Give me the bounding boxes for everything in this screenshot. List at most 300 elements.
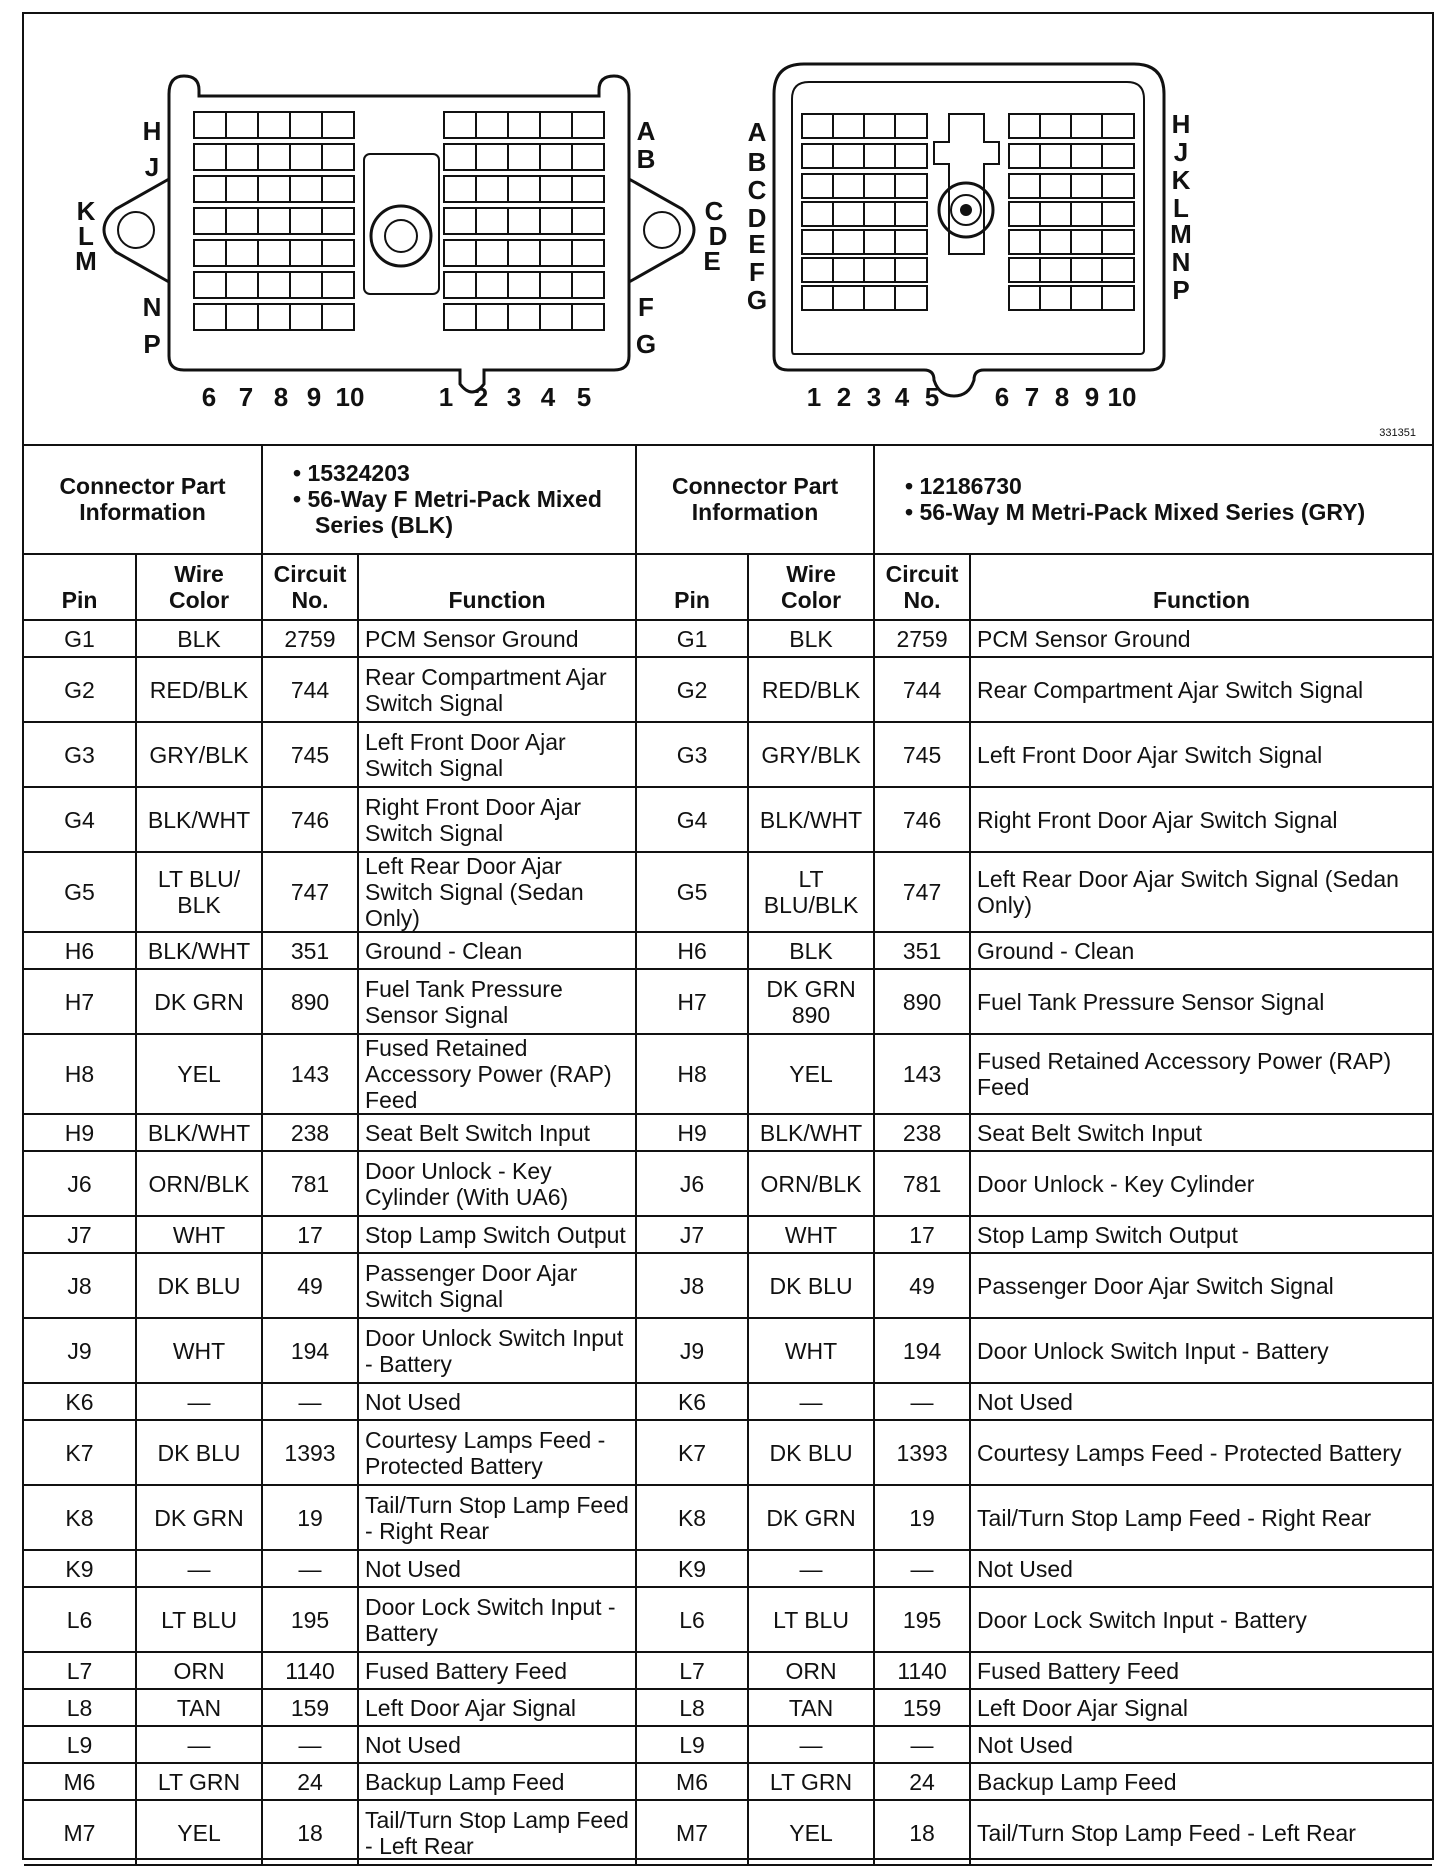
right-pin-cell: L9 [636, 1726, 748, 1763]
right-connector-row-label: E [748, 229, 766, 259]
right-circuit-cell: 351 [874, 932, 970, 969]
left-pin-cell: G2 [24, 657, 136, 722]
right-function-cell: Door Unlock - Key Cylinder [970, 1151, 1432, 1216]
left-function-cell: Door Unlock Switch Input - Battery [358, 1318, 636, 1383]
right-circuit-cell: — [874, 1550, 970, 1587]
left-wire-color-cell: WHT [136, 1216, 262, 1253]
left-connector-row-label: G [635, 329, 657, 359]
right-function-cell: Not Used [970, 1726, 1432, 1763]
left-connector-column-label: 8 [273, 382, 289, 412]
table-row [24, 1689, 1432, 1726]
right-function-cell: Passenger Door Ajar Switch Signal [970, 1253, 1432, 1318]
col-wire-color-right: Wire Color [748, 554, 874, 620]
right-pin-cell: H9 [636, 1114, 748, 1151]
col-pin-right: Pin [636, 554, 748, 620]
left-function-cell: Not Used [358, 1383, 636, 1420]
right-circuit-cell: 747 [874, 852, 970, 932]
left-connector-center-hole [385, 220, 417, 252]
right-circuit-cell: 143 [874, 1034, 970, 1114]
left-connector-column-label: 5 [576, 382, 592, 412]
left-pin-cell: L7 [24, 1652, 136, 1689]
right-function-cell: Right Front Door Ajar Switch Signal [970, 787, 1432, 852]
left-pin-cell: J8 [24, 1253, 136, 1318]
right-function-cell: PCM Sensor Ground [970, 620, 1432, 657]
left-connector-column-label: 6 [201, 382, 217, 412]
left-function-cell: Tail/Turn Stop Lamp Feed - Right Rear [358, 1485, 636, 1550]
figure-id: 331351 [1379, 427, 1416, 439]
left-part-description: • 56-Way F Metri-Pack Mixed Series (BLK) [293, 485, 602, 538]
left-pin-cell: M6 [24, 1763, 136, 1800]
left-connector-column-label: 4 [540, 382, 556, 412]
right-part-description: • 56-Way M Metri-Pack Mixed Series (GRY) [905, 498, 1366, 525]
left-function-cell: Not Used [358, 1550, 636, 1587]
left-wire-color-cell: ORN/BLK [136, 1151, 262, 1216]
right-circuit-cell: 890 [874, 969, 970, 1034]
left-wire-color-cell: ORN [136, 1652, 262, 1689]
right-wire-color-cell: WHT [748, 1216, 874, 1253]
left-pin-row-left [194, 112, 354, 138]
right-pin-cell: H6 [636, 932, 748, 969]
left-wire-color-cell: BLK/WHT [136, 932, 262, 969]
left-wire-color-cell: DK GRN [136, 1485, 262, 1550]
left-pin-row-right [444, 208, 604, 234]
table-row [24, 1763, 1432, 1800]
col-circuit-left: Circuit No. [262, 554, 358, 620]
right-circuit-cell: 744 [874, 657, 970, 722]
left-connector-column-label: 9 [306, 382, 322, 412]
left-part-description-text: 56-Way F Metri-Pack Mixed Series (BLK) [307, 485, 602, 538]
left-pin-cell: L6 [24, 1587, 136, 1652]
right-wire-color-cell: BLK [748, 932, 874, 969]
left-pin-row-left [194, 304, 354, 330]
right-pin-cell: J8 [636, 1253, 748, 1318]
left-connector-row-label: E [703, 246, 721, 276]
right-function-cell: Fuel Tank Pressure Sensor Signal [970, 969, 1432, 1034]
left-function-cell: PCM Sensor Ground [358, 620, 636, 657]
left-function-cell: Tail/Turn Stop Lamp Feed - Left Rear [358, 1800, 636, 1865]
right-wire-color-cell: DK GRN 890 [748, 969, 874, 1034]
left-function-cell: Backup Lamp Feed [358, 1763, 636, 1800]
left-pin-row-right [444, 272, 604, 298]
table-row [24, 932, 1432, 969]
right-circuit-cell: 19 [874, 1485, 970, 1550]
left-connector-center-ring [371, 206, 431, 266]
left-function-cell: Left Door Ajar Signal [358, 1689, 636, 1726]
table-row [24, 1550, 1432, 1587]
right-pin-cell: H7 [636, 969, 748, 1034]
left-wire-color-cell: — [136, 1550, 262, 1587]
right-wire-color-cell: ORN [748, 1652, 874, 1689]
right-connector-column-label: 6 [994, 382, 1010, 412]
left-pin-cell: G4 [24, 787, 136, 852]
table-row [24, 1420, 1432, 1485]
left-connector-column-label: 2 [473, 382, 489, 412]
right-function-cell: Backup Lamp Feed [970, 1763, 1432, 1800]
left-pin-row-left [194, 240, 354, 266]
right-connector-row-label: P [1172, 275, 1190, 305]
right-pin-cell: J9 [636, 1318, 748, 1383]
right-pin-cell: G3 [636, 722, 748, 787]
right-pin-cell: K7 [636, 1420, 748, 1485]
right-connector-column-label: 9 [1084, 382, 1100, 412]
left-part-number: • 15324203 [293, 459, 410, 486]
col-function-left: Function [358, 554, 636, 620]
left-pin-cell: G1 [24, 620, 136, 657]
left-pin-cell: H8 [24, 1034, 136, 1114]
left-circuit-cell: 781 [262, 1151, 358, 1216]
right-function-cell: Door Lock Switch Input - Battery [970, 1587, 1432, 1652]
left-function-cell: Not Used [358, 1726, 636, 1763]
left-wire-color-cell: WHT [136, 1318, 262, 1383]
left-connector-column-label: 10 [335, 382, 365, 412]
left-pin-cell: G5 [24, 852, 136, 932]
left-wire-color-cell: RED/BLK [136, 657, 262, 722]
table-row [24, 1114, 1432, 1151]
left-function-cell: Left Rear Door Ajar Switch Signal (Sedan Only) [358, 852, 636, 932]
right-part-number: • 12186730 [905, 472, 1022, 499]
connector-figure [24, 14, 1432, 446]
column-header-row [24, 554, 1432, 620]
right-circuit-cell: 1393 [874, 1420, 970, 1485]
left-function-cell: Ground - Clean [358, 932, 636, 969]
right-function-cell: Ground - Clean [970, 932, 1432, 969]
left-wire-color-cell: GRY/BLK [136, 722, 262, 787]
right-connector-column-label: 4 [894, 382, 910, 412]
right-wire-color-cell: YEL [748, 1034, 874, 1114]
right-connector-column-label: 5 [924, 382, 940, 412]
right-circuit-cell: 17 [874, 1216, 970, 1253]
pinout-table [24, 444, 1432, 1866]
right-function-cell: Rear Compartment Ajar Switch Signal [970, 657, 1432, 722]
left-pin-row-right [444, 112, 604, 138]
left-pin-cell: H9 [24, 1114, 136, 1151]
left-pin-cell: H7 [24, 969, 136, 1034]
left-connector-row-label: C [704, 196, 724, 226]
right-connector-row-label: L [1173, 193, 1189, 223]
col-circuit-right: Circuit No. [874, 554, 970, 620]
left-pin-cell: G3 [24, 722, 136, 787]
right-pin-cell: J6 [636, 1151, 748, 1216]
right-connector-row-label: H [1171, 109, 1191, 139]
left-circuit-cell: 747 [262, 852, 358, 932]
left-wire-color-cell: LT BLU/ BLK [136, 852, 262, 932]
right-pin-cell: K6 [636, 1383, 748, 1420]
left-pin-row-left [194, 208, 354, 234]
right-wire-color-cell: — [748, 1383, 874, 1420]
left-pin-row-left [194, 272, 354, 298]
left-pin-cell: J7 [24, 1216, 136, 1253]
right-wire-color-cell: LT BLU/BLK [748, 852, 874, 932]
right-connector-row-label: D [747, 203, 767, 233]
right-wire-color-cell: YEL [748, 1800, 874, 1865]
right-connector-column-label: 3 [866, 382, 882, 412]
right-connector-row-label: A [747, 117, 767, 147]
left-wire-color-cell: LT BLU [136, 1587, 262, 1652]
left-pin-row-right [444, 176, 604, 202]
right-wire-color-cell: LT BLU [748, 1587, 874, 1652]
left-wire-color-cell: — [136, 1726, 262, 1763]
right-part-details [874, 444, 1432, 554]
left-function-cell: Passenger Door Ajar Switch Signal [358, 1253, 636, 1318]
table-row [24, 1383, 1432, 1420]
right-circuit-cell: 781 [874, 1151, 970, 1216]
right-wire-color-cell: ORN/BLK [748, 1151, 874, 1216]
right-function-cell: Left Rear Door Ajar Switch Signal (Sedan Only) [970, 852, 1432, 932]
right-pin-cell: G5 [636, 852, 748, 932]
table-row [24, 1151, 1432, 1216]
left-wire-color-cell: BLK [136, 620, 262, 657]
right-circuit-cell: 159 [874, 1689, 970, 1726]
left-pin-row-right [444, 304, 604, 330]
table-row [24, 657, 1432, 722]
left-function-cell: Fused Retained Accessory Power (RAP) Feed [358, 1034, 636, 1114]
left-circuit-cell: 1393 [262, 1420, 358, 1485]
right-connector-row-label: B [747, 147, 767, 177]
left-function-cell: Stop Lamp Switch Output [358, 1216, 636, 1253]
left-function-cell: Fuel Tank Pressure Sensor Signal [358, 969, 636, 1034]
right-connector-column-label: 1 [806, 382, 822, 412]
left-circuit-cell: — [262, 1550, 358, 1587]
right-circuit-cell: 194 [874, 1318, 970, 1383]
right-connector-row-label: F [749, 257, 765, 287]
left-circuit-cell: 19 [262, 1485, 358, 1550]
left-connector-right-ear [629, 179, 694, 282]
right-function-cell: Door Unlock Switch Input - Battery [970, 1318, 1432, 1383]
right-pin-cell: G1 [636, 620, 748, 657]
left-ear-right-hole [644, 212, 680, 248]
left-pin-cell: J6 [24, 1151, 136, 1216]
table-row [24, 1485, 1432, 1550]
left-wire-color-cell: DK BLU [136, 1253, 262, 1318]
left-circuit-cell: 351 [262, 932, 358, 969]
left-function-cell: Courtesy Lamps Feed - Protected Battery [358, 1420, 636, 1485]
left-function-cell: Seat Belt Switch Input [358, 1114, 636, 1151]
table-row [24, 787, 1432, 852]
left-circuit-cell: 2759 [262, 620, 358, 657]
left-pin-cell: K7 [24, 1420, 136, 1485]
left-wire-color-cell: TAN [136, 1689, 262, 1726]
left-pin-row-right [444, 240, 604, 266]
left-wire-color-cell: BLK/WHT [136, 787, 262, 852]
left-function-cell: Left Front Door Ajar Switch Signal [358, 722, 636, 787]
left-pin-row-right [444, 144, 604, 170]
table-row [24, 722, 1432, 787]
left-circuit-cell: 194 [262, 1318, 358, 1383]
left-circuit-cell: 24 [262, 1763, 358, 1800]
left-pin-row-left [194, 176, 354, 202]
right-part-info-label: Connector Part Information [636, 444, 874, 554]
right-wire-color-cell: GRY/BLK [748, 722, 874, 787]
left-function-cell: Rear Compartment Ajar Switch Signal [358, 657, 636, 722]
left-function-cell: Door Unlock - Key Cylinder (With UA6) [358, 1151, 636, 1216]
right-pin-cell: G4 [636, 787, 748, 852]
left-connector-row-label: D [708, 221, 728, 251]
left-connector-column-label: 7 [238, 382, 254, 412]
right-wire-color-cell: BLK/WHT [748, 1114, 874, 1151]
left-circuit-cell: 159 [262, 1689, 358, 1726]
table-row [24, 1318, 1432, 1383]
left-wire-color-cell: YEL [136, 1034, 262, 1114]
left-circuit-cell: — [262, 1383, 358, 1420]
left-pin-row-left [194, 144, 354, 170]
right-wire-color-cell: WHT [748, 1318, 874, 1383]
right-wire-color-cell: LT GRN [748, 1763, 874, 1800]
right-wire-color-cell: BLK [748, 620, 874, 657]
left-connector-left-ear [104, 179, 169, 282]
table-row [24, 1800, 1432, 1865]
right-circuit-cell: 746 [874, 787, 970, 852]
right-wire-color-cell: BLK/WHT [748, 787, 874, 852]
right-connector-row-label: N [1171, 247, 1191, 277]
right-circuit-cell: 238 [874, 1114, 970, 1151]
left-connector-row-label: P [143, 329, 161, 359]
left-connector-row-label: H [142, 116, 162, 146]
left-circuit-cell: 18 [262, 1800, 358, 1865]
table-row [24, 1216, 1432, 1253]
left-pin-cell: L9 [24, 1726, 136, 1763]
right-circuit-cell: 49 [874, 1253, 970, 1318]
left-connector-row-label: A [636, 116, 656, 146]
table-row [24, 1253, 1432, 1318]
right-wire-color-cell: DK GRN [748, 1485, 874, 1550]
left-wire-color-cell: LT GRN [136, 1763, 262, 1800]
left-circuit-cell: 745 [262, 722, 358, 787]
right-pin-cell: M6 [636, 1763, 748, 1800]
right-circuit-cell: 745 [874, 722, 970, 787]
left-part-info-label: Connector Part Information [24, 444, 262, 554]
right-function-cell: Tail/Turn Stop Lamp Feed - Left Rear [970, 1800, 1432, 1865]
right-connector-row-label: J [1173, 137, 1189, 167]
right-connector-column-label: 2 [836, 382, 852, 412]
right-wire-color-cell: RED/BLK [748, 657, 874, 722]
pinout-sheet [22, 12, 1434, 1860]
left-wire-color-cell: — [136, 1383, 262, 1420]
right-function-cell: Fused Battery Feed [970, 1652, 1432, 1689]
left-pin-cell: K9 [24, 1550, 136, 1587]
right-pin-cell: K8 [636, 1485, 748, 1550]
right-function-cell: Stop Lamp Switch Output [970, 1216, 1432, 1253]
right-circuit-cell: — [874, 1383, 970, 1420]
left-connector-row-label: M [75, 246, 97, 276]
left-connector-column-label: 3 [506, 382, 522, 412]
left-pin-cell: M7 [24, 1800, 136, 1865]
right-pin-cell: H8 [636, 1034, 748, 1114]
right-connector-row-label: M [1170, 219, 1192, 249]
right-pin-cell: J7 [636, 1216, 748, 1253]
col-function-right: Function [970, 554, 1432, 620]
left-wire-color-cell: DK BLU [136, 1420, 262, 1485]
left-circuit-cell: 746 [262, 787, 358, 852]
right-connector-row-label: K [1171, 165, 1191, 195]
right-function-cell: Courtesy Lamps Feed - Protected Battery [970, 1420, 1432, 1485]
left-part-number-text: 15324203 [307, 459, 410, 486]
left-circuit-cell: 744 [262, 657, 358, 722]
part-info-row [24, 444, 1432, 554]
left-connector-row-label: K [76, 196, 96, 226]
right-function-cell: Tail/Turn Stop Lamp Feed - Right Rear [970, 1485, 1432, 1550]
right-wire-color-cell: — [748, 1550, 874, 1587]
table-row [24, 620, 1432, 657]
left-function-cell: Door Lock Switch Input - Battery [358, 1587, 636, 1652]
table-row [24, 969, 1432, 1034]
left-function-cell: Right Front Door Ajar Switch Signal [358, 787, 636, 852]
left-circuit-cell: 890 [262, 969, 358, 1034]
left-circuit-cell: — [262, 1726, 358, 1763]
left-circuit-cell: 17 [262, 1216, 358, 1253]
left-connector-row-label: N [142, 292, 162, 322]
left-connector-row-label: J [144, 152, 160, 182]
right-pin-cell: L6 [636, 1587, 748, 1652]
right-pin-cell: L8 [636, 1689, 748, 1726]
right-connector-column-label: 7 [1024, 382, 1040, 412]
left-part-details [262, 444, 636, 554]
right-circuit-cell: — [874, 1726, 970, 1763]
right-function-cell: Left Front Door Ajar Switch Signal [970, 722, 1432, 787]
right-wire-color-cell: DK BLU [748, 1420, 874, 1485]
left-function-cell: Fused Battery Feed [358, 1652, 636, 1689]
left-wire-color-cell: BLK/WHT [136, 1114, 262, 1151]
table-row [24, 1034, 1432, 1114]
left-wire-color-cell: YEL [136, 1800, 262, 1865]
table-row [24, 852, 1432, 932]
left-pin-cell: H6 [24, 932, 136, 969]
left-connector-row-label: B [636, 144, 656, 174]
right-connector-inner [792, 82, 1144, 354]
left-circuit-cell: 238 [262, 1114, 358, 1151]
right-pin-cell: M7 [636, 1800, 748, 1865]
table-row [24, 1652, 1432, 1689]
left-wire-color-cell: DK GRN [136, 969, 262, 1034]
right-function-cell: Not Used [970, 1550, 1432, 1587]
right-circuit-cell: 195 [874, 1587, 970, 1652]
right-function-cell: Seat Belt Switch Input [970, 1114, 1432, 1151]
table-row [24, 1726, 1432, 1763]
left-connector-column-label: 1 [438, 382, 454, 412]
right-circuit-cell: 24 [874, 1763, 970, 1800]
table-row [24, 1587, 1432, 1652]
right-function-cell: Not Used [970, 1383, 1432, 1420]
left-pin-cell: L8 [24, 1689, 136, 1726]
right-circuit-cell: 1140 [874, 1652, 970, 1689]
right-function-cell: Left Door Ajar Signal [970, 1689, 1432, 1726]
right-pin-cell: G2 [636, 657, 748, 722]
right-pin-cell: K9 [636, 1550, 748, 1587]
left-circuit-cell: 49 [262, 1253, 358, 1318]
right-connector-column-label: 10 [1107, 382, 1137, 412]
right-circuit-cell: 2759 [874, 620, 970, 657]
right-connector-row-label: C [747, 175, 767, 205]
left-pin-cell: J9 [24, 1318, 136, 1383]
right-connector-row-label: G [746, 285, 768, 315]
left-circuit-cell: 143 [262, 1034, 358, 1114]
right-part-description-text: 56-Way M Metri-Pack Mixed Series (GRY) [919, 498, 1366, 525]
left-circuit-cell: 195 [262, 1587, 358, 1652]
left-ear-left-hole [118, 212, 154, 248]
col-wire-color-left: Wire Color [136, 554, 262, 620]
left-connector-row-label: F [638, 292, 654, 322]
col-pin-left: Pin [24, 554, 136, 620]
left-pin-cell: K8 [24, 1485, 136, 1550]
right-wire-color-cell: TAN [748, 1689, 874, 1726]
right-wire-color-cell: DK BLU [748, 1253, 874, 1318]
right-circuit-cell: 18 [874, 1800, 970, 1865]
right-connector-center-pin [960, 204, 972, 216]
right-part-number-text: 12186730 [919, 472, 1022, 499]
right-pin-cell: L7 [636, 1652, 748, 1689]
left-connector-row-label: L [78, 221, 94, 251]
left-circuit-cell: 1140 [262, 1652, 358, 1689]
right-connector-column-label: 8 [1054, 382, 1070, 412]
